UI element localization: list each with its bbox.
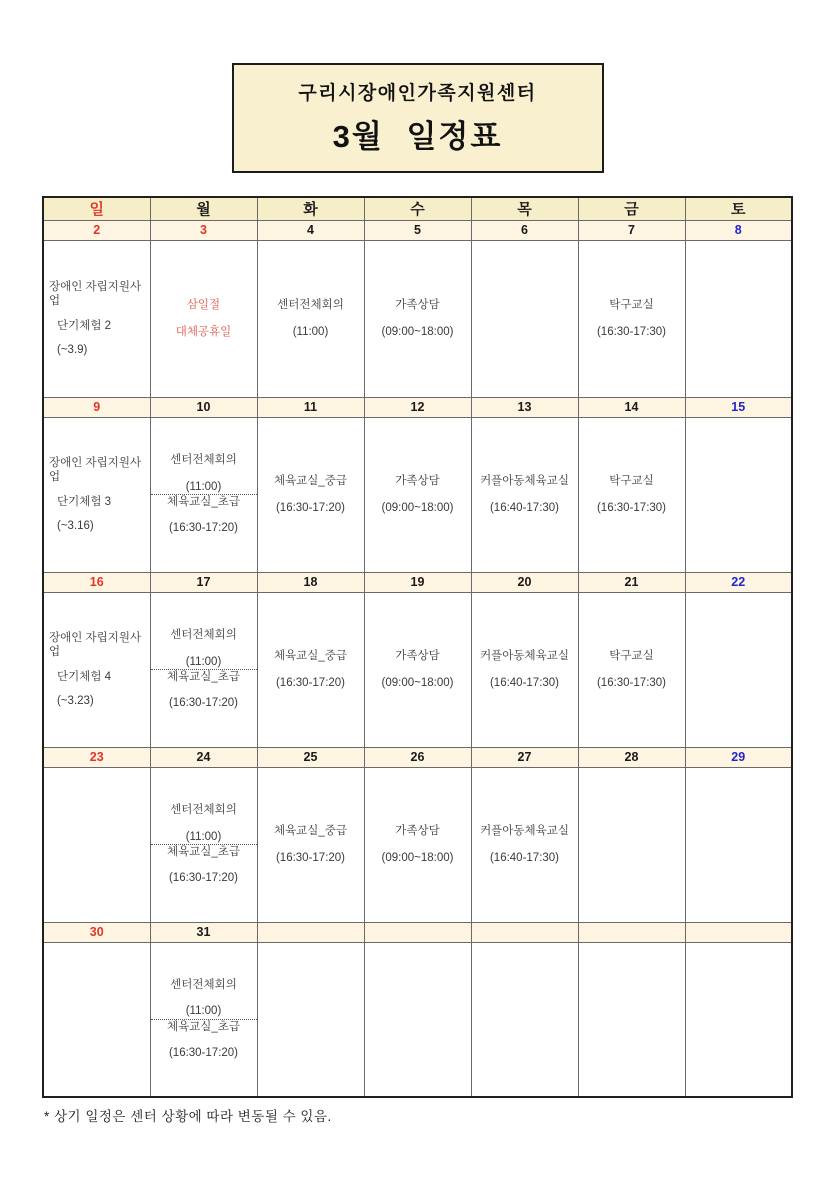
schedule-cell bbox=[685, 942, 792, 1097]
schedule-entry bbox=[472, 474, 578, 515]
schedule-entry-line: (16:30-17:20) bbox=[168, 697, 239, 710]
date-cell: 23 bbox=[43, 747, 150, 767]
schedule-cell bbox=[43, 417, 150, 572]
schedule-entry-top bbox=[151, 978, 257, 1020]
date-cell: 28 bbox=[578, 747, 685, 767]
date-cell: 2 bbox=[43, 220, 150, 240]
schedule-entry-line: 탁구교실 bbox=[609, 299, 654, 312]
date-row-1 bbox=[43, 397, 792, 417]
schedule-cell-fill bbox=[472, 824, 578, 865]
schedule-entry-line: 체육교실_중급 bbox=[273, 825, 348, 838]
schedule-cell-fill bbox=[44, 631, 150, 709]
date-cell: 18 bbox=[257, 572, 364, 592]
day-header-6: 토 bbox=[685, 197, 792, 220]
date-cell: 19 bbox=[364, 572, 471, 592]
schedule-entry-line: 센터전체회의 bbox=[170, 979, 237, 991]
date-cell: 12 bbox=[364, 397, 471, 417]
schedule-entry bbox=[258, 649, 364, 690]
schedule-entry-line: 체육교실_중급 bbox=[273, 650, 348, 663]
schedule-entry-line: 장애인 자립지원사업 bbox=[49, 280, 142, 308]
schedule-entry-bottom bbox=[151, 670, 257, 711]
date-cell: 10 bbox=[150, 397, 257, 417]
schedule-entry-top bbox=[151, 628, 257, 670]
schedule-cell bbox=[150, 592, 257, 747]
schedule-cell-fill bbox=[579, 474, 685, 515]
schedule-cell bbox=[43, 942, 150, 1097]
schedule-entry-bottom bbox=[151, 845, 257, 886]
schedule-entry-bottom bbox=[151, 1020, 257, 1061]
schedule-entry-bottom bbox=[151, 495, 257, 536]
title-box bbox=[232, 63, 604, 173]
schedule-entry bbox=[365, 474, 471, 515]
schedule-cell bbox=[471, 767, 578, 922]
day-header-2: 화 bbox=[257, 197, 364, 220]
schedule-entry-line: 체육교실_초급 bbox=[166, 1020, 241, 1033]
schedule-cell-fill bbox=[151, 628, 257, 711]
schedule-entry-line: 가족상담 bbox=[395, 825, 440, 838]
schedule-entry bbox=[579, 649, 685, 690]
date-cell: 5 bbox=[364, 220, 471, 240]
date-cell bbox=[578, 922, 685, 942]
schedule-entry-line: (~3.9) bbox=[57, 343, 88, 356]
day-header-3: 수 bbox=[364, 197, 471, 220]
schedule-cell-fill bbox=[151, 453, 257, 536]
schedule-entry-line: 탁구교실 bbox=[609, 650, 654, 663]
schedule-entry bbox=[258, 474, 364, 515]
schedule-cell bbox=[685, 767, 792, 922]
schedule-entry-line: 단기체험 3 bbox=[57, 495, 112, 508]
calendar-table bbox=[42, 196, 793, 1098]
schedule-cell bbox=[471, 942, 578, 1097]
schedule-entry-line: 커플아동체육교실 bbox=[480, 825, 569, 838]
schedule-entry-line: (09:00~18:00) bbox=[381, 501, 454, 514]
schedule-entry-top bbox=[151, 453, 257, 495]
schedule-cell bbox=[578, 417, 685, 572]
schedule-entry-line: (16:30-17:20) bbox=[275, 851, 346, 864]
date-cell: 25 bbox=[257, 747, 364, 767]
schedule-entry-line: 체육교실_초급 bbox=[166, 846, 241, 858]
schedule-entry bbox=[579, 474, 685, 515]
schedule-cell bbox=[150, 417, 257, 572]
schedule-cell bbox=[685, 417, 792, 572]
schedule-cell bbox=[364, 417, 471, 572]
date-row-3 bbox=[43, 747, 792, 767]
schedule-entry-line: 가족상담 bbox=[395, 475, 440, 488]
schedule-cell bbox=[257, 767, 364, 922]
date-cell: 3 bbox=[150, 220, 257, 240]
schedule-entry-line: (09:00~18:00) bbox=[381, 325, 454, 338]
schedule-cell-fill bbox=[472, 474, 578, 515]
content-row-4 bbox=[43, 942, 792, 1097]
schedule-cell bbox=[578, 592, 685, 747]
schedule-cell-fill bbox=[258, 824, 364, 865]
schedule-cell bbox=[43, 240, 150, 397]
date-cell: 7 bbox=[578, 220, 685, 240]
date-cell: 31 bbox=[150, 922, 257, 942]
date-cell: 8 bbox=[685, 220, 792, 240]
date-row-2 bbox=[43, 572, 792, 592]
schedule-entry-line: (~3.16) bbox=[57, 519, 94, 532]
schedule-cell bbox=[471, 592, 578, 747]
date-cell: 16 bbox=[43, 572, 150, 592]
date-cell bbox=[364, 922, 471, 942]
content-row-3 bbox=[43, 767, 792, 922]
schedule-cell bbox=[150, 240, 257, 397]
schedule-entry-line: (16:30-17:20) bbox=[168, 522, 239, 535]
date-cell: 21 bbox=[578, 572, 685, 592]
schedule-entry-line: (11:00) bbox=[185, 480, 222, 493]
schedule-entry-line: 센터전체회의 bbox=[170, 454, 237, 467]
content-row-0 bbox=[43, 240, 792, 397]
date-cell: 26 bbox=[364, 747, 471, 767]
schedule-entry bbox=[44, 631, 150, 709]
schedule-cell bbox=[43, 767, 150, 922]
schedule-cell bbox=[364, 767, 471, 922]
schedule-entry-line: 대체공휴일 bbox=[175, 325, 232, 338]
schedule-entry-line: 커플아동체육교실 bbox=[480, 650, 569, 663]
schedule-entry-line: 장애인 자립지원사업 bbox=[49, 456, 142, 484]
schedule-cell-fill bbox=[258, 474, 364, 515]
date-cell bbox=[685, 922, 792, 942]
schedule-cell bbox=[257, 592, 364, 747]
schedule-entry-line: 체육교실_초급 bbox=[166, 671, 241, 683]
schedule-cell-fill bbox=[151, 803, 257, 886]
schedule-entry-line: 가족상담 bbox=[395, 650, 440, 663]
schedule-entry-line: (16:30-17:30) bbox=[596, 676, 667, 689]
schedule-cell bbox=[43, 592, 150, 747]
date-cell: 27 bbox=[471, 747, 578, 767]
schedule-entry-line: (16:30-17:20) bbox=[275, 501, 346, 514]
schedule-entry-line: 단기체험 4 bbox=[57, 670, 112, 683]
date-row-4 bbox=[43, 922, 792, 942]
schedule-cell-fill bbox=[365, 824, 471, 865]
org-name: 구리시장애인가족지원센터 bbox=[298, 83, 537, 104]
day-header-0: 일 bbox=[43, 197, 150, 220]
schedule-entry-line: 장애인 자립지원사업 bbox=[49, 631, 142, 659]
schedule-cell-fill bbox=[258, 649, 364, 690]
schedule-cell-fill bbox=[579, 298, 685, 339]
schedule-entry bbox=[44, 456, 150, 534]
schedule-entry-line: (11:00) bbox=[185, 655, 222, 668]
schedule-cell bbox=[364, 240, 471, 397]
day-header-1: 월 bbox=[150, 197, 257, 220]
date-cell: 24 bbox=[150, 747, 257, 767]
schedule-cell bbox=[257, 240, 364, 397]
day-header-5: 금 bbox=[578, 197, 685, 220]
day-header-row bbox=[43, 197, 792, 220]
calendar-body bbox=[43, 220, 792, 1097]
schedule-entry-line: 체육교실_초급 bbox=[166, 496, 241, 508]
schedule-entry-line: 탁구교실 bbox=[609, 475, 654, 488]
schedule-cell bbox=[685, 592, 792, 747]
date-cell: 13 bbox=[471, 397, 578, 417]
schedule-entry-line: 센터전체회의 bbox=[277, 299, 344, 312]
schedule-cell bbox=[685, 240, 792, 397]
schedule-cell-fill bbox=[579, 649, 685, 690]
schedule-entry-line: 삼일절 bbox=[186, 299, 221, 312]
schedule-entry-line: 가족상담 bbox=[395, 299, 440, 312]
schedule-entry-line: (16:30-17:20) bbox=[168, 872, 239, 885]
date-cell: 11 bbox=[257, 397, 364, 417]
schedule-cell-fill bbox=[151, 298, 257, 339]
schedule-entry bbox=[365, 824, 471, 865]
schedule-cell-fill bbox=[258, 298, 364, 339]
schedule-entry-line: 센터전체회의 bbox=[170, 804, 237, 817]
calendar-head bbox=[43, 197, 792, 220]
schedule-entry-line: 센터전체회의 bbox=[170, 629, 237, 642]
date-row-0 bbox=[43, 220, 792, 240]
schedule-entry bbox=[472, 824, 578, 865]
content-row-1 bbox=[43, 417, 792, 572]
schedule-cell bbox=[257, 942, 364, 1097]
schedule-entry-line: (16:40-17:30) bbox=[489, 676, 560, 689]
footnote: * 상기 일정은 센터 상황에 따라 변동될 수 있음. bbox=[44, 1109, 332, 1124]
content-row-2 bbox=[43, 592, 792, 747]
schedule-entry-line: 커플아동체육교실 bbox=[480, 475, 569, 488]
schedule-cell-fill bbox=[365, 298, 471, 339]
date-cell: 17 bbox=[150, 572, 257, 592]
schedule-entry bbox=[44, 280, 150, 358]
schedule-cell bbox=[150, 942, 257, 1097]
schedule-entry-line: (~3.23) bbox=[57, 694, 94, 707]
schedule-entry-line: (16:30-17:30) bbox=[596, 325, 667, 338]
date-cell: 9 bbox=[43, 397, 150, 417]
schedule-entry-line: 단기체험 2 bbox=[57, 319, 112, 332]
schedule-cell-fill bbox=[151, 978, 257, 1061]
schedule-cell-fill bbox=[365, 649, 471, 690]
date-cell: 30 bbox=[43, 922, 150, 942]
schedule-entry-line: (16:40-17:30) bbox=[489, 501, 560, 514]
schedule-cell bbox=[578, 942, 685, 1097]
day-header-4: 목 bbox=[471, 197, 578, 220]
schedule-cell-fill bbox=[44, 456, 150, 534]
schedule-cell bbox=[150, 767, 257, 922]
schedule-entry-line: (16:30-17:20) bbox=[275, 676, 346, 689]
schedule-entry bbox=[472, 649, 578, 690]
schedule-cell-fill bbox=[472, 649, 578, 690]
schedule-cell bbox=[471, 417, 578, 572]
schedule-entry-line: 체육교실_중급 bbox=[273, 475, 348, 488]
schedule-entry-line: (16:30-17:20) bbox=[168, 1047, 239, 1060]
schedule-entry bbox=[258, 298, 364, 339]
schedule-entry bbox=[151, 298, 257, 339]
date-cell: 6 bbox=[471, 220, 578, 240]
schedule-entry-line: (11:00) bbox=[292, 325, 329, 338]
date-cell: 15 bbox=[685, 397, 792, 417]
schedule-entry-line: (11:00) bbox=[185, 1005, 222, 1018]
schedule-cell-fill bbox=[44, 280, 150, 358]
schedule-entry-line: (11:00) bbox=[185, 830, 222, 843]
date-cell bbox=[257, 922, 364, 942]
schedule-entry bbox=[579, 298, 685, 339]
schedule-entry-line: (16:30-17:30) bbox=[596, 501, 667, 514]
schedule-entry bbox=[258, 824, 364, 865]
schedule-cell-fill bbox=[365, 474, 471, 515]
schedule-entry-line: (16:40-17:30) bbox=[489, 851, 560, 864]
schedule-cell bbox=[578, 767, 685, 922]
date-cell: 4 bbox=[257, 220, 364, 240]
schedule-cell bbox=[471, 240, 578, 397]
date-cell: 20 bbox=[471, 572, 578, 592]
schedule-cell bbox=[257, 417, 364, 572]
schedule-entry-line: (09:00~18:00) bbox=[381, 851, 454, 864]
schedule-cell bbox=[578, 240, 685, 397]
schedule-entry-top bbox=[151, 803, 257, 845]
date-cell bbox=[471, 922, 578, 942]
schedule-entry-line: (09:00~18:00) bbox=[381, 676, 454, 689]
schedule-entry bbox=[365, 298, 471, 339]
date-cell: 14 bbox=[578, 397, 685, 417]
date-cell: 22 bbox=[685, 572, 792, 592]
schedule-cell bbox=[364, 592, 471, 747]
schedule-entry bbox=[365, 649, 471, 690]
date-cell: 29 bbox=[685, 747, 792, 767]
page-title: 3월 일정표 bbox=[332, 119, 503, 154]
schedule-cell bbox=[364, 942, 471, 1097]
